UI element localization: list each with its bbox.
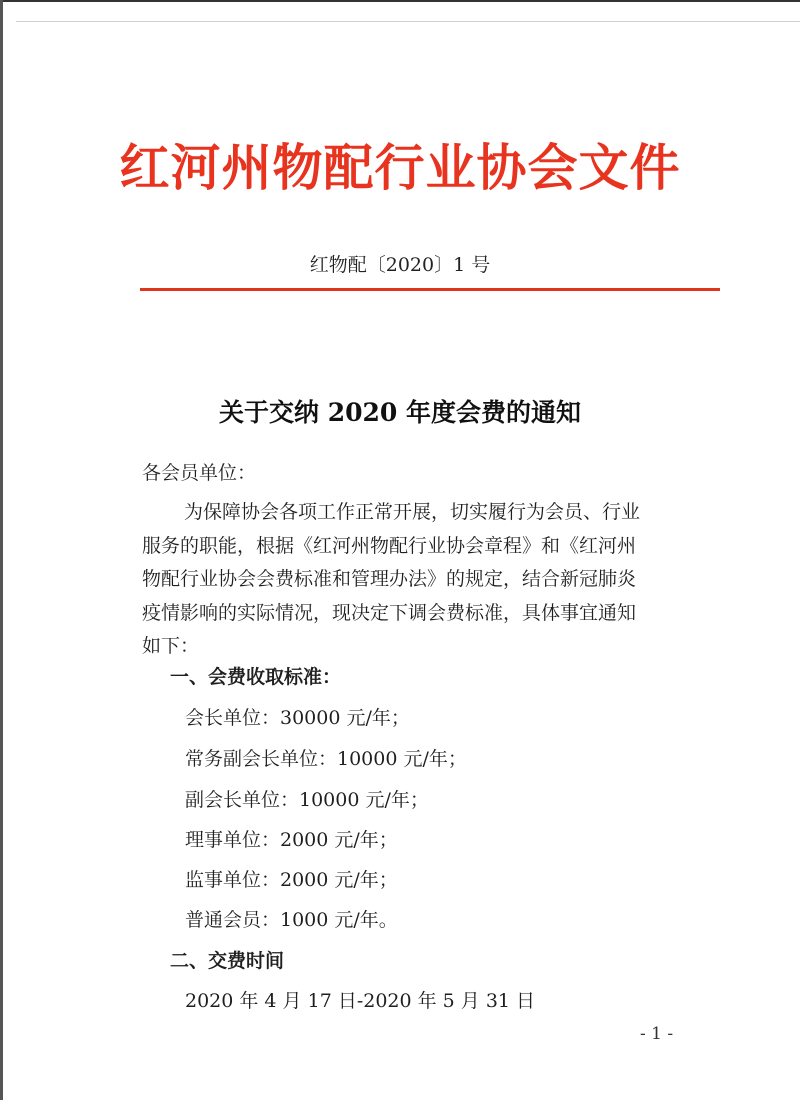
fee-item: 理事单位：2000 元/年； <box>185 829 398 851</box>
red-divider-rule <box>140 288 720 291</box>
document-number: 红物配〔2020〕1 号 <box>309 254 491 276</box>
body-line: 物配行业协会会费标准和管理办法》的规定，结合新冠肺炎 <box>142 568 637 590</box>
body-paragraph <box>142 496 722 664</box>
document-masthead: 红河州物配行业协会文件 <box>119 138 681 197</box>
body-line: 服务的职能，根据《红河州物配行业协会章程》和《红河州 <box>142 534 637 557</box>
section-heading-payment-period: 二、交费时间 <box>170 950 285 972</box>
scan-border-top <box>0 0 800 2</box>
salutation: 各会员单位： <box>142 462 257 484</box>
notice-title: 关于交纳 2020 年度会费的通知 <box>219 398 581 427</box>
payment-period: 2020 年 4 月 17 日-2020 年 5 月 31 日 <box>185 990 536 1012</box>
fee-item: 副会长单位：10000 元/年； <box>185 789 429 811</box>
body-line: 为保障协会各项工作正常开展，切实履行为会员、行业 <box>184 501 641 523</box>
fee-item: 监事单位：2000 元/年； <box>185 869 398 891</box>
scan-artifact-line <box>16 21 800 22</box>
body-line: 如下： <box>142 635 200 657</box>
fee-item: 会长单位：30000 元/年； <box>185 707 410 729</box>
fee-item: 常务副会长单位：10000 元/年； <box>185 748 467 770</box>
fee-item: 普通会员：1000 元/年。 <box>185 909 398 931</box>
body-line: 疫情影响的实际情况，现决定下调会费标准，具体事宜通知 <box>142 601 637 624</box>
page-number: - 1 - <box>640 1024 674 1044</box>
section-heading-fee-standard: 一、会费收取标准： <box>170 666 342 688</box>
